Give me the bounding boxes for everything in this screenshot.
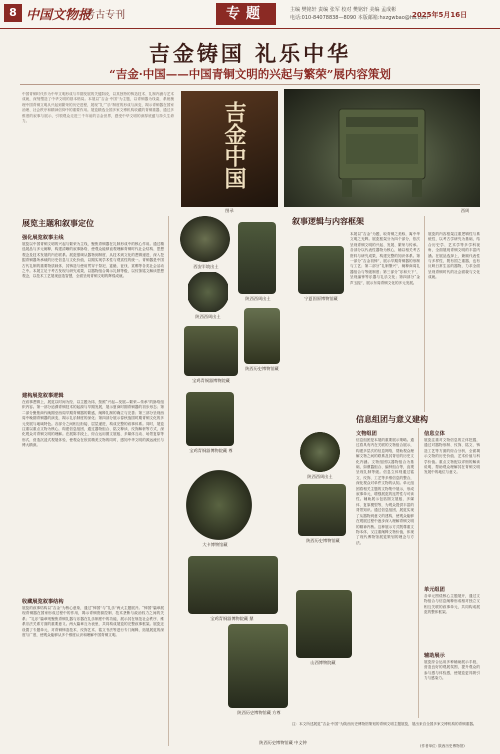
subsection-3d: 辅助展示 — [424, 653, 445, 659]
bronze-photo-4 — [184, 326, 238, 376]
section-1c-text: 展览的叙事结构以“吉金”为核心意象，通过“铸国”与“礼乐”两大主题展开。“铸国”篇章展现青铜器在国家形成过程中的作用，揭示青铜资源控制、技术垄断与政治权力之间的关系；“礼乐”篇章则聚焦青铜礼器与乐器在礼乐制度中的功能，展示其在规范社会秩序、维系宗法关系方面的重要意义。两大篇章互为表里，共同构成展览的完整叙事框架。展览还设置了专题单元，对青铜铸造技术、纹饰艺术、铭文书法等进行专门阐释，拓展展览的深度与广度，使观众能够从多个维度认识和理解中国青铜文明。 — [22, 606, 164, 638]
article-title: 吉金铸国 礼乐中华 — [148, 41, 352, 66]
bronze-photo-7 — [186, 470, 252, 540]
section-3-text-a: 信息组团是本展的重要展示策略。通过将具有内在关联的文物组合展示，构建多层次的信息网络，帮助观众理解文物之间的联系及其背后的历史文化内涵。文物组团以器物组合为基础，如鼎簋组合、编钟组合等，直观呈现礼制等级。信息立体则通过铭文、纹饰、工艺等多维信息的整合，深化观众对单件文物的认知。单元组团将相关主题的文物集中展示，形成叙事单元，增强展览的连贯性与可读性。辅助展示包括图文展板、多媒体、复原模型等，为观众提供丰富的背景知识。通过信息组团，展览实现了从器物到意义的建构，使观众能够在观展过程中逐步深入理解青铜文明的精神内核。这种展示方式既尊重文物本体，又注重阐释文物价值，体现了现代博物馆展览策划的理念与方法。 — [356, 438, 414, 545]
catalog-cover-image — [181, 91, 278, 207]
section-2-text-b: 展览的内容框架注重逻辑性与系统性，以考古学研究为基础，结合历史学、艺术学等多学科视角，全面展现青铜文明的丰富内涵。在展品选择上，兼顾代表性与多样性，既有国之重器，也有反映日常生活的器物，力求全面呈现青铜时代的社会面貌与文化成就。 — [428, 232, 480, 280]
column-divider-left — [168, 216, 169, 746]
section-2-text-a: 本展以“吉金”为题，取青铜之美称，寓中华文明之光辉。展览框架分为四个部分，依次呈现青铜文明的兴起、发展、繁荣与传承。各部分以代表性器物为核心，辅以相关考古资料与研究成果，构建完整的知识体系。第一部分“吉金初铸”，展示早期青铜器的形制与工艺；第二部分“礼制肇兴”，阐释商周礼器组合与等级制度；第三部分“乐和天下”，呈现编钟等乐器与礼乐文化；第四部分“金声玉振”，展示东周青铜文化的多元发展。 — [350, 232, 420, 285]
caption-8: 宝鸡青铜器博物院藏 鼎 — [210, 616, 254, 621]
bronze-photo-2 — [238, 222, 276, 294]
issue-date: 2025年5月16日 — [412, 11, 468, 19]
caption-9: 陕西历史博物馆藏 方尊 — [237, 710, 281, 715]
caption-7: 大卡博物馆藏 — [202, 542, 228, 547]
bronze-photo-13 — [296, 590, 352, 658]
bronze-photo-11 — [300, 432, 340, 472]
bronze-photo-8 — [188, 556, 278, 614]
column-divider-right-bottom — [418, 428, 419, 718]
bronze-vessel-photo-top — [284, 89, 480, 207]
subsection-3b: 信息立体 — [424, 431, 445, 437]
bronze-photo-1 — [180, 216, 230, 262]
section-heading-2: 叙事逻辑与内容框架 — [292, 216, 364, 226]
subsection-3c: 单元组团 — [424, 587, 445, 593]
bronze-photo-6 — [186, 392, 234, 446]
footnote: 注：本文所述展览“吉金·中国”为陕西历史博物馆策划的青铜文明主题展览，展出来自全国多家文博机构的青铜重器。 — [292, 722, 477, 726]
newspaper-section: ·考古专刊 — [82, 10, 126, 21]
page-number: 8 — [4, 4, 22, 22]
section-heading-3: 信息组团与意义建构 — [356, 414, 428, 424]
column-divider-right-top — [424, 216, 425, 412]
author-credit: (作者单位: 陕西历史博物馆) — [420, 744, 465, 748]
subsection-3a: 文物组团 — [356, 431, 377, 437]
caption-3: 陕西西周出土 — [195, 314, 221, 319]
bronze-photo-10 — [298, 246, 344, 294]
caption-12: 陕西历史博物馆藏 — [306, 538, 340, 543]
section-3-text-d: 展览综合运用多种辅助展示手段，营造良好的观展氛围，提升观众的参与感与体验感，使展览更具吸引力与感染力。 — [424, 660, 480, 681]
caption-2: 陕西西周出土 — [245, 296, 271, 301]
subsection-1a: 强化展览叙事主线 — [22, 235, 64, 241]
article-subtitle: “吉金·中国——中国青铜文明的兴起与繁荣”展内容策划 — [109, 67, 391, 81]
catalog-cover-text: 吉金中国 — [221, 101, 247, 189]
column-label: 专题 — [216, 3, 276, 25]
subsection-1c: 收藏展览叙事结构 — [22, 599, 64, 605]
caption-4: 宝鸡青铜器博物院藏 — [192, 378, 230, 383]
newspaper-name: 中国文物报 — [26, 8, 92, 23]
contact-line: 电话:010-84078838—8090 本版邮箱:hxzgwbao@ha.com — [290, 15, 429, 21]
caption-catalog: 图录 — [225, 208, 234, 213]
vessel-illustration — [284, 89, 480, 207]
bronze-photo-12 — [298, 484, 346, 536]
bronze-photo-5 — [244, 308, 280, 364]
intro-paragraph: 中国青铜时代作为中华文明形成与早期发展的关键阶段，以其独特的铸造技术、礼制内涵与艺术成就，深刻塑造了中华文明的基本格局。本展以“吉金·中国”为主题，以青铜器为线索，系统梳理中国青铜文明从兴起到繁荣的历史进程，展现“礼”“乐”制度的形成与演变，揭示青铜器在国家治理、社会秩序和精神信仰中的重要作用。展览精选全国多家文博机构收藏的青铜重器，通过多维度的叙事与展示，引领观众走进三千年前的吉金世界，感受中华文明的深厚底蕴与持久生命力。 — [22, 92, 174, 124]
section-1a-text: 展览以中国青铜文明的兴起与繁荣为主线，聚焦青铜器在礼制形成中的核心作用。通过精选展品与多元阐释，构建清晰的叙事脉络，使观众能够直观理解青铜时代社会结构、思想观念及技术发展的内在联系。展览强调从器物到制度、从技术到文化的逻辑递进，深入挖掘青铜器所承载的历史信息与文化价值，以期实现学术性与观赏性的统一。青铜器是中国古代礼制的重要物质载体，其铸造与使用贯穿于祭祀、宴飨、征伐、赏赐等各类社会活动之中。本展立足于考古发现与研究成果，以器物组合揭示礼制等级，以纹饰铭文解读思想观念，以技术工艺展现创造智慧，全面呈现青铜文明的辉煌成就。 — [22, 242, 164, 279]
bronze-photo-3 — [188, 272, 228, 312]
section-1b-text: 在叙事逻辑上，展览以时间为经、以主题为纬，按照“兴起—发展—繁荣—传承”的脉络组织内容。第一部分追溯青铜技术的起源与早期发展，展示夏商时期青铜器的初步形态；第二部分聚焦商代晚期至西周早期青铜器的繁盛，阐释礼制的确立与完善；第三部分呈现西周中晚期青铜器的演变，揭示礼乐制度的深化；第四部分展示春秋战国时期青铜文化的多元发展与地域特色。各部分之间相互衔接、层层递进，构成完整的叙事体系。同时，展览注重以重点文物为核心，构建信息组团，通过器物组合、铭文释读、纹饰解析等方式，深化观众对青铜文明的理解。在展陈手段上，综合运用图文展板、多媒体互动、场景复原等形式，营造沉浸式观展体验，使观众在欣赏精美文物的同时，感知中华文明的源远流长与博大精深。 — [22, 400, 164, 448]
caption-5: 陕西历史博物馆藏 — [245, 366, 279, 371]
caption-10: 宁夏固原博物馆藏 — [304, 296, 338, 301]
caption-11: 陕西西周出土 — [307, 474, 333, 479]
editor-line: 主编 樊铭轩 责编 张军 校对 樊铭轩 美编 孟成彬 — [290, 7, 397, 13]
caption-14: 陕西历史博物馆藏 中义钟 — [259, 740, 307, 745]
caption-13: 山西博物院藏 — [310, 660, 336, 665]
title-divider — [20, 84, 480, 85]
subsection-1b: 建构展览叙事逻辑 — [22, 393, 64, 399]
section-3-text-c: 各单元围绕核心主题展开，通过文物组合与信息阐释形成相对独立又相互关联的叙事单元，共同构成展览的整体框架。 — [424, 594, 480, 615]
section-3-text-b: 展览注重对文物信息的立体挖掘，通过对器物形制、纹饰、铭文、铸造工艺等方面的综合分析，全面揭示文物的历史价值、艺术价值与科学价值。重点文物配以详细的解读说明，帮助观众理解其在青铜文明发展中的地位与意义。 — [424, 438, 480, 475]
caption-6: 宝鸡青铜器博物院藏 尊 — [189, 448, 233, 453]
caption-1: 西安半坡出土 — [193, 264, 219, 269]
bronze-photo-9 — [228, 624, 288, 708]
section-heading-1: 展览主题和叙事定位 — [22, 218, 94, 228]
caption-top-right: 西周 — [460, 208, 470, 213]
